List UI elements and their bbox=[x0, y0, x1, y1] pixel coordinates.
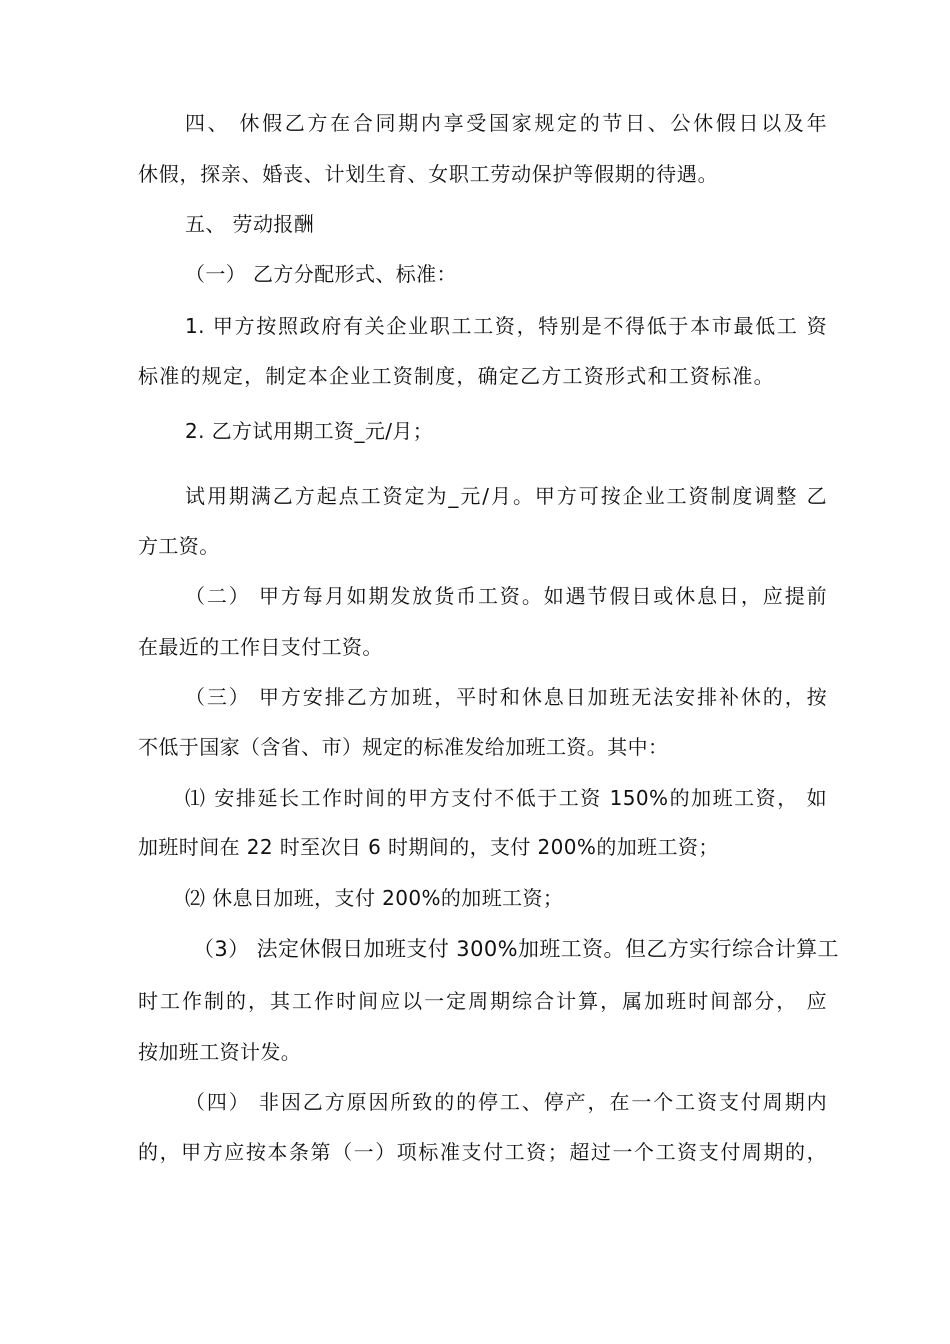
overtime-item-3-line-2: 时工作制的，其工作时间应以一定周期综合计算，属加班时间部分， 应 bbox=[138, 989, 827, 1013]
overtime-item-1-line-1: ⑴ 安排延长工作时间的甲方支付不低于工资 150%的加班工资， 如 bbox=[185, 786, 827, 810]
subsection-3-line-2: 不低于国家（含省、市）规定的标准发给加班工资。其中： bbox=[138, 735, 669, 759]
overtime-item-3-line-1: （3） 法定休假日加班支付 300%加班工资。但乙方实行综合计算工 bbox=[193, 937, 839, 961]
subsection-4-line-2: 的，甲方应按本条第（一）项标准支付工资；超过一个工资支付周期的， bbox=[138, 1140, 827, 1164]
item-2-line-1: 2. 乙方试用期工资_元/月； bbox=[185, 419, 434, 443]
item-1-line-1: 1. 甲方按照政府有关企业职工工资，特别是不得低于本市最低工 资 bbox=[185, 314, 827, 338]
paragraph-4-line-2: 休假，探亲、婚丧、计划生育、女职工劳动保护等假期的待遇。 bbox=[138, 162, 718, 186]
item-1-line-2: 标准的规定，制定本企业工资制度，确定乙方工资形式和工资标准。 bbox=[138, 364, 774, 388]
overtime-item-1-line-2: 加班时间在 22 时至次日 6 时期间的，支付 200%的加班工资； bbox=[138, 835, 719, 859]
section-5-heading: 五、 劳动报酬 bbox=[185, 212, 315, 236]
subsection-3-line-1: （三） 甲方安排乙方加班，平时和休息日加班无法安排补休的，按 bbox=[185, 685, 827, 709]
item-2-line-3: 方工资。 bbox=[138, 534, 220, 558]
overtime-item-2: ⑵ 休息日加班，支付 200%的加班工资； bbox=[185, 886, 564, 910]
subsection-2-line-2: 在最近的工作日支付工资。 bbox=[138, 635, 383, 659]
item-2-line-2: 试用期满乙方起点工资定为_元/月。甲方可按企业工资制度调整 乙 bbox=[185, 484, 827, 508]
subsection-2-line-1: （二） 甲方每月如期发放货币工资。如遇节假日或休息日，应提前 bbox=[185, 584, 827, 608]
paragraph-4-line-1: 四、 休假乙方在合同期内享受国家规定的节日、公休假日以及年 bbox=[185, 111, 827, 135]
overtime-item-3-line-3: 按加班工资计发。 bbox=[138, 1040, 302, 1064]
subsection-1-heading: （一） 乙方分配形式、标准： bbox=[185, 262, 457, 286]
subsection-4-line-1: （四） 非因乙方原因所致的的停工、停产，在一个工资支付周期内 bbox=[185, 1090, 827, 1114]
